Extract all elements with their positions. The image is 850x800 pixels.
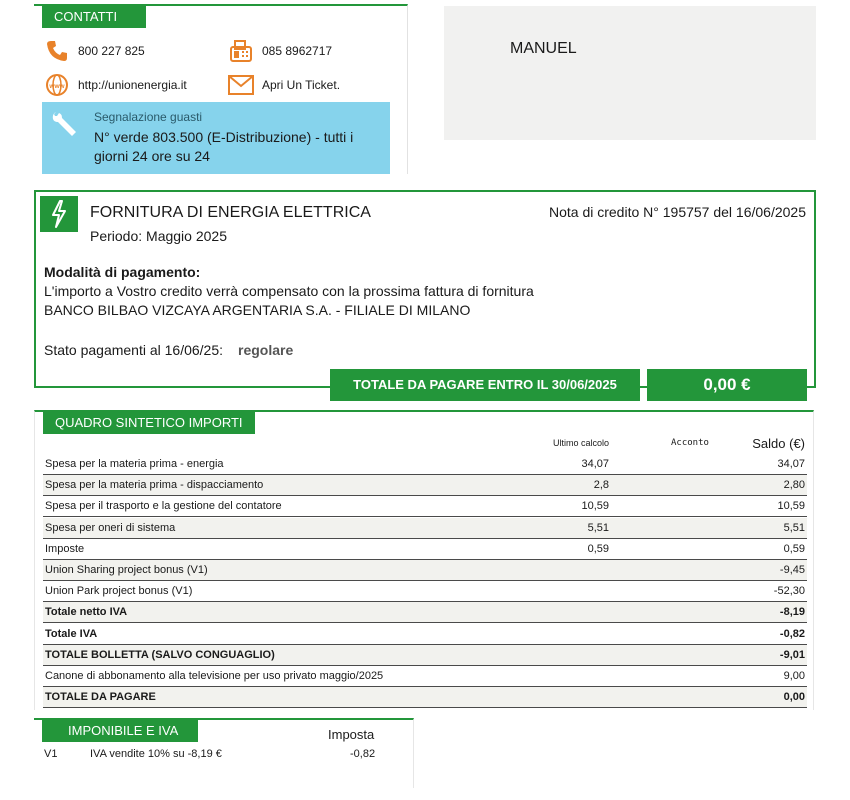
summary-tab: QUADRO SINTETICO IMPORTI [43,412,255,434]
summary-row-label: Union Sharing project bonus (V1) [45,564,208,576]
summary-row [43,518,807,539]
payment-method-line1: L'importo a Vostro credito verrà compensato con la prossima fattura di fornitura [44,283,534,299]
supply-title: FORNITURA DI ENERGIA ELETTRICA [90,204,371,221]
contacts-section [34,4,408,174]
lightning-icon [40,196,78,232]
svg-text:www: www [49,83,65,90]
customer-name: MANUEL [510,40,577,57]
wrench-icon [50,110,78,143]
fault-report-text: N° verde 803.500 (E-Distribuzione) - tutti i giorni 24 ore su 24 [94,129,354,164]
amounts-summary-section [34,410,814,710]
summary-row-label: Totale IVA [45,627,98,640]
summary-row [43,539,807,560]
summary-row-label: Spesa per la materia prima - dispacciamento [45,479,264,492]
col-header-advance: Acconto [671,438,709,448]
ticket-link[interactable]: Apri Un Ticket. [262,78,341,92]
total-due-label: TOTALE DA PAGARE ENTRO IL 30/06/2025 [330,369,640,401]
credit-note-number: Nota di credito N° 195757 del 16/06/2025 [548,204,806,220]
total-due-value: 0,00 € [647,369,807,401]
summary-row-last-calc: 5,51 [587,521,609,534]
summary-row-label: TOTALE BOLLETTA (SALVO CONGUAGLIO) [45,648,275,661]
summary-row-balance: 2,80 [783,479,805,492]
summary-row-balance: 0,59 [783,542,805,555]
summary-row [43,454,807,475]
ticket-contact[interactable] [228,72,340,98]
summary-row [43,581,807,602]
summary-row-balance: -52,30 [773,585,805,598]
summary-row-label: Spesa per oneri di sistema [45,521,176,534]
summary-row [43,496,807,517]
summary-row-balance: -0,82 [779,627,805,640]
summary-row [43,687,807,708]
summary-row-last-calc: 0,59 [587,542,609,555]
summary-row [43,602,807,623]
website-link[interactable]: http://unionenergia.it [78,78,187,92]
summary-row-label: Canone di abbonamento alla televisione per uso privato maggio/2025 [45,670,384,682]
summary-row-label: Union Park project bonus (V1) [45,585,193,598]
payment-status-label: Stato pagamenti al 16/06/25: [44,342,224,358]
vat-row-value: -0,82 [350,748,376,760]
summary-row-label: Imposte [45,542,85,555]
phone-contact[interactable] [44,38,145,64]
summary-row [43,475,807,496]
col-header-last-calc: Ultimo calcolo [553,438,610,448]
payment-status-value: regolare [238,342,294,358]
summary-row-balance: -8,19 [779,606,805,619]
summary-row [43,560,807,581]
fax-contact[interactable] [228,38,332,64]
contacts-tab: CONTATTI [42,6,146,28]
col-header-tax: Imposta [328,727,375,742]
fax-number: 085 8962717 [262,44,333,58]
fault-report-box [42,102,390,174]
summary-row-balance: 5,51 [783,521,805,534]
summary-row-label: Totale netto IVA [45,606,128,619]
summary-row-balance: 0,00 [783,691,805,704]
vat-row-code: V1 [44,748,58,760]
vat-row-description: IVA vendite 10% su -8,19 € [90,748,222,760]
summary-row-label: TOTALE DA PAGARE [45,691,156,704]
summary-row-label: Spesa per la materia prima - energia [45,458,224,470]
globe-icon [44,72,70,98]
payment-method-line2: BANCO BILBAO VIZCAYA ARGENTARIA S.A. - FILIALE DI MILANO [44,302,471,318]
summary-row [43,624,807,645]
summary-row [43,666,807,687]
fault-report-title: Segnalazione guasti [94,110,203,124]
supply-period: Periodo: Maggio 2025 [90,228,227,244]
summary-row [43,645,807,666]
taxable-vat-tab: IMPONIBILE E IVA [42,720,198,742]
col-header-balance: Saldo (€) [752,436,805,451]
fax-icon [228,38,254,64]
phone-number: 800 227 825 [78,44,145,58]
summary-row-balance: 9,00 [783,670,805,682]
summary-row-balance: 34,07 [777,458,805,470]
phone-icon [44,38,70,64]
payment-method-heading: Modalità di pagamento: [44,264,201,280]
summary-row-balance: 10,59 [777,500,805,513]
website-contact[interactable] [44,72,187,98]
summary-row-last-calc: 2,8 [593,479,609,492]
summary-row-last-calc: 34,07 [581,458,609,470]
summary-row-balance: -9,01 [779,648,805,661]
summary-row-balance: -9,45 [779,564,805,576]
envelope-icon [228,72,254,98]
summary-row-last-calc: 10,59 [581,500,609,513]
taxable-vat-section [34,718,414,788]
summary-row-label: Spesa per il trasporto e la gestione del contatore [45,500,282,513]
customer-box [444,6,816,140]
supply-section [34,190,816,388]
